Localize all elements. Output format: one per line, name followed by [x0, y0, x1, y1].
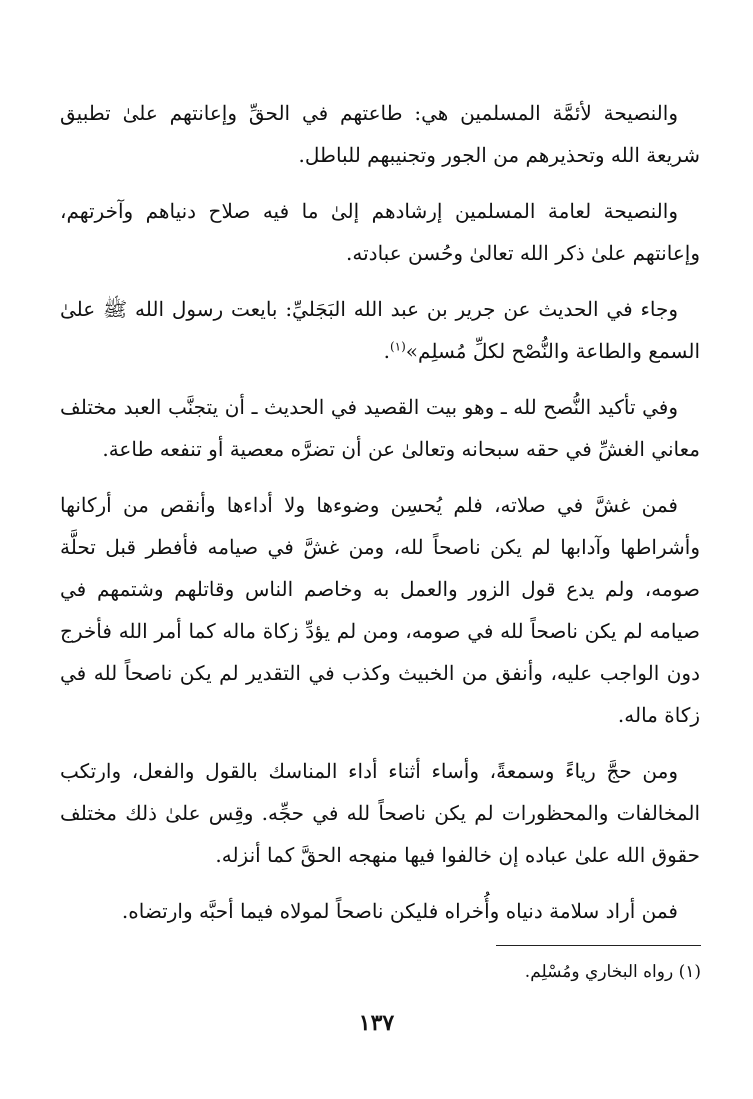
paragraph-text: والنصيحة لأئمَّة المسلمين هي: طاعتهم في الحقِّ وإعانتهم علىٰ تطبيق شريعة الله وتحذيرهم من الجور وتجنيبهم للباطل.: [60, 101, 700, 167]
sentence-end: .: [383, 339, 390, 363]
footnote-divider: [496, 945, 701, 946]
paragraph-hadith: [60, 288, 700, 372]
paragraph-conclusion: [60, 890, 700, 932]
paragraph-text: فمن غشَّ في صلاته، فلم يُحسِن وضوءها ولا أداءها وأنقص من أركانها وأشراطها وآدابها لم يكن ناصحاً لله، ومن غشَّ في صيامه فأفطر قبل تحلَّة صومه، ولم يدع قول الزور والعمل به وخاصم الناس وقاتلهم وشتمهم في صيامه لم يكن ناصحاً لله في صومه، ومن لم يؤدِّ زكاة ماله كما أمر الله فأخرج دون الواجب عليه، وأنفق من الخبيث وكذب في التقدير لم يكن ناصحاً لله في زكاة ماله.: [60, 493, 700, 727]
paragraph-imams: [60, 92, 700, 176]
paragraph-prayer-fasting-zakat: [60, 484, 700, 736]
paragraph-text: فمن أراد سلامة دنياه وأُخراه فليكن ناصحاً لمولاه فيما أحبَّه وارتضاه.: [121, 899, 678, 923]
page-body: [60, 92, 700, 946]
paragraph-text: والنصيحة لعامة المسلمين إرشادهم إلىٰ ما فيه صلاح دنياهم وآخرتهم، وإعانتهم علىٰ ذكر الله تعالىٰ وحُسن عبادته.: [60, 199, 700, 265]
paragraph-common-muslims: [60, 190, 700, 274]
paragraph-sincerity-to-god: [60, 386, 700, 470]
footnote: (١) رواه البخاري ومُسْلِم.: [524, 962, 701, 982]
footnote-marker: (١): [389, 339, 406, 354]
page-number: ١٣٧: [358, 1010, 395, 1036]
paragraph-text: وفي تأكيد النُّصح لله ـ وهو بيت القصيد في الحديث ـ أن يتجنَّب العبد مختلف معاني الغشِّ في حقه سبحانه وتعالىٰ عن أن تضرَّه معصية أو تنفعه طاعة.: [60, 395, 700, 461]
paragraph-hajj: [60, 750, 700, 876]
paragraph-text: ومن حجَّ رياءً وسمعةً، وأساء أثناء أداء المناسك بالقول والفعل، وارتكب المخالفات والمحظورات لم يكن ناصحاً لله في حجِّه. وقِس علىٰ ذلك مختلف حقوق الله علىٰ عباده إن خالفوا فيها منهجه الحقَّ كما أنزله.: [60, 759, 700, 867]
paragraph-text: وجاء في الحديث عن جرير بن عبد الله البَجَليِّ: بايعت رسول الله ﷺ علىٰ السمع والطاعة والنُّصْح لكلِّ مُسلِم»: [60, 297, 700, 363]
